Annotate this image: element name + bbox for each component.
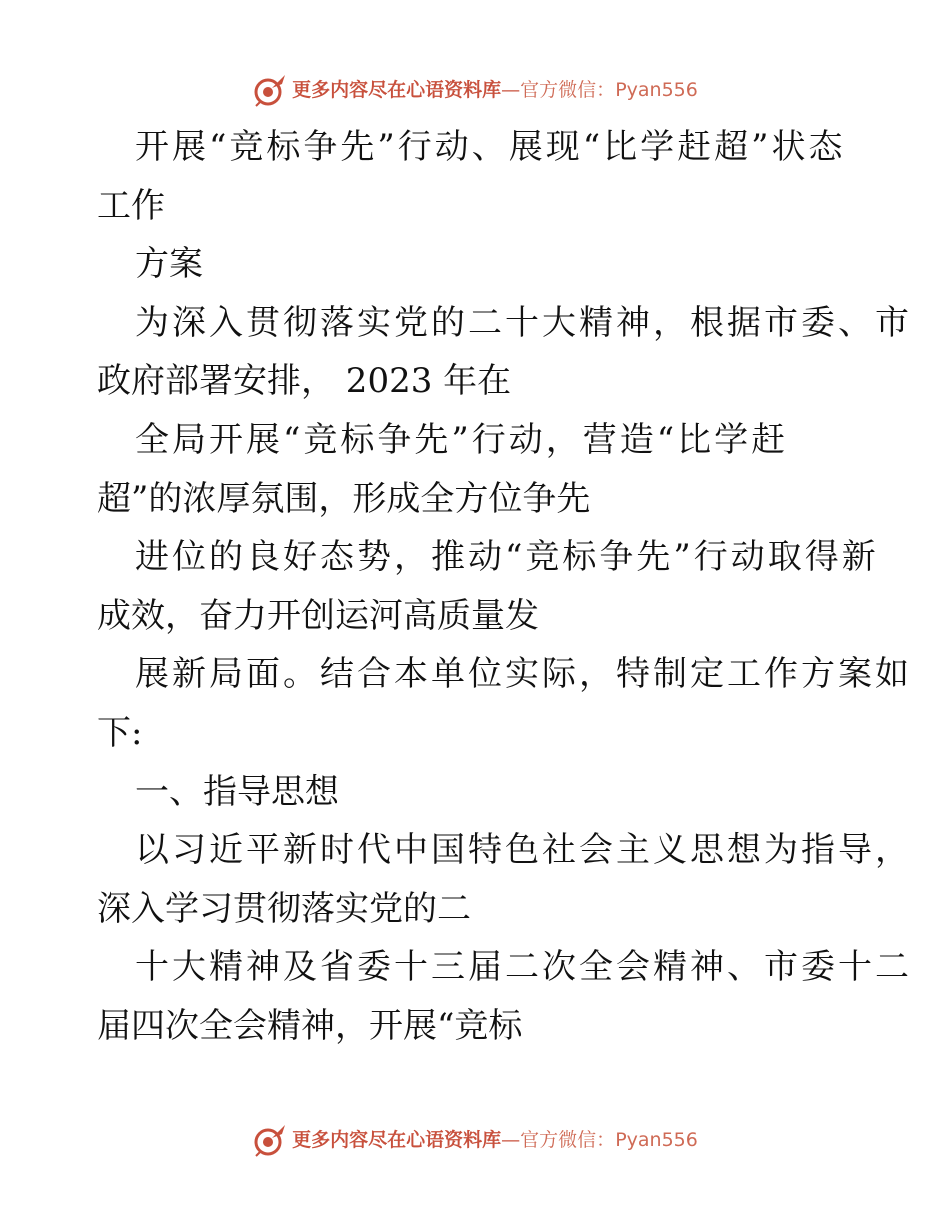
body-line: 十大精神及省委十三届二次全会精神、市委十二 — [135, 947, 912, 988]
banner-wechat-id: Pyan556 — [615, 79, 698, 101]
document-body — [97, 118, 912, 1056]
banner-separator: — — [501, 79, 521, 101]
body-line: 深入学习贯彻落实党的二 — [97, 888, 471, 929]
banner-site-name: 更多内容尽在心语资料库 — [292, 79, 502, 101]
body-line: 政府部署安排， 2023 年在 — [97, 361, 512, 402]
body-line: 届四次全会精神，开展“竞标 — [97, 1005, 523, 1046]
body-line: 为深入贯彻落实党的二十大精神，根据市委、市 — [135, 302, 912, 343]
body-line: 超”的浓厚氛围，形成全方位争先 — [97, 478, 591, 519]
banner-wechat-label: 官方微信： — [520, 1129, 616, 1151]
quill-logo-icon — [252, 72, 288, 108]
banner-site-name: 更多内容尽在心语资料库 — [292, 1129, 502, 1151]
body-line: 下: — [97, 712, 143, 753]
banner-separator: — — [501, 1129, 521, 1151]
header-banner — [0, 70, 950, 110]
quill-logo-icon — [252, 1122, 288, 1158]
footer-banner — [0, 1120, 950, 1160]
body-line: 成效，奋力开创运河高质量发 — [97, 595, 539, 636]
banner-wechat-label: 官方微信： — [520, 79, 616, 101]
body-line: 展新局面。结合本单位实际，特制定工作方案如 — [135, 654, 912, 695]
body-line: 工作 — [97, 185, 165, 226]
body-line: 方案 — [135, 244, 203, 285]
body-line: 开展“竞标争先”行动、展现“比学赶超”状态 — [135, 127, 846, 167]
body-line: 进位的良好态势，推动“竞标争先”行动取得新 — [135, 537, 879, 578]
body-line: 全局开展“竞标争先”行动，营造“比学赶 — [135, 419, 789, 460]
banner-wechat-id: Pyan556 — [615, 1129, 698, 1151]
section-heading: 一、指导思想 — [135, 771, 339, 812]
body-line: 以习近平新时代中国特色社会主义思想为指导， — [135, 830, 912, 871]
